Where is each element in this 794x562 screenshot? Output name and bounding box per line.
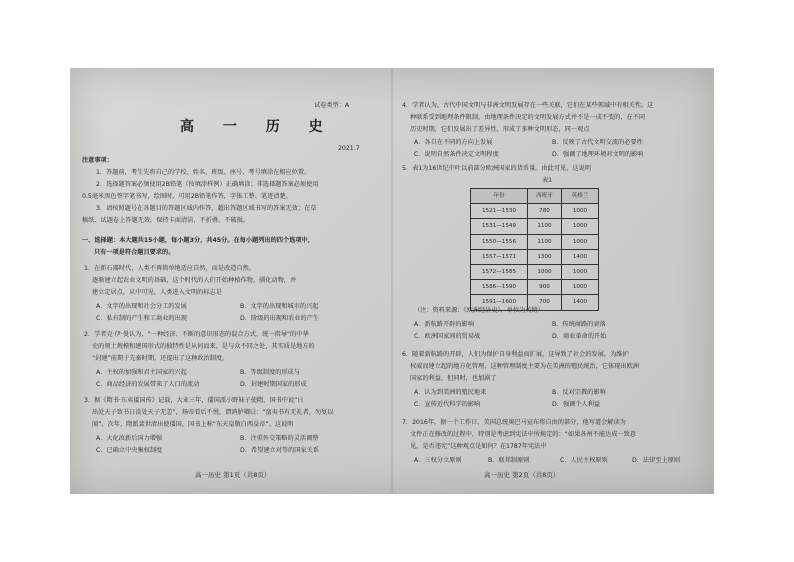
q2-line-3: “封建”前期于先秦时期，还提出了这种政治制度。 [92, 355, 229, 362]
table-cell: 1586—1590 [471, 280, 528, 295]
table-header-cell: 西班牙 [528, 189, 562, 204]
q2-line-1: 2．学者克·伊·曼认为，“一种经济、不断的意识形态的混合方式，统一指导”的中华 [84, 331, 309, 338]
table-row [471, 219, 599, 234]
exam-date: 2021.7 [338, 145, 360, 152]
page-2 [392, 68, 714, 494]
table-cell: 1100 [528, 219, 562, 234]
q6-line-1: 6．随着新航路的开辟，人们为保护自身利益而扩展，这导致了社会的发展，为维护 [402, 351, 629, 358]
q4-option-c: C．说明自然条件决定文明程度 [414, 151, 499, 158]
q7-option-a: A．三权分立原则 [414, 457, 462, 464]
table-row [471, 249, 599, 264]
table-cell: 1557—1571 [471, 249, 528, 264]
q7-line-1: 7．2016年，据一个工作日，美国总统奥巴马宣布将自由的部分，他写道会解读为 [402, 419, 626, 426]
table-cell: 1550—1556 [471, 234, 528, 249]
q2-option-a: A．主权的加强和君主国家的兴起 [96, 369, 187, 376]
q2-option-d: D．封建时期国家的形成 [240, 381, 307, 388]
data-table [470, 188, 599, 311]
q3-option-c: C．已确立中央集权制度 [96, 447, 163, 454]
q1-option-a: A．文字的出现和社会分工的发展 [96, 303, 187, 310]
table-cell: 1000 [528, 264, 562, 279]
section-heading-2: 只有一项是符合题目要求的。 [94, 249, 175, 256]
q6-option-b: B．反对宗教的影响 [552, 389, 606, 396]
page-footer: 高一历史 第2页（共8页） [484, 471, 560, 479]
q3-line-2: 出处天子致书日没处天子无恙”，炀帝看后不悦，谓鸿胪卿曰：“蛮夷书有无礼者，勿复以 [92, 409, 334, 416]
table-cell: 1400 [562, 295, 599, 310]
table-cell: 1521—1530 [471, 204, 528, 219]
table-title: 表1 [542, 177, 553, 184]
q6-option-a: A．认为到美洲的殖民地来 [414, 389, 487, 396]
table-header-cell: 年份 [471, 189, 528, 204]
q2-option-c: C．商品经济的发展带来了人口的流动 [96, 381, 200, 388]
q4-line-2: 种联系受到地理条件限制，由地理条件决定的文明发展方式并不是一成不变的，在不同 [410, 114, 646, 121]
notice-title: 注意事项： [82, 157, 113, 164]
exam-photo [70, 68, 714, 494]
section-heading: 一、选择题：本大题共15小题，每小题3分，共45分。在每小题列出的四个选项中， [82, 237, 314, 244]
q5-option-c: C．欧洲国家间的贸易战 [414, 333, 481, 340]
q1-line-3: 建立定居点，从中可见，人类进入文明的标志是 [92, 289, 222, 296]
q5-option-d: D．商业革命的开始 [552, 333, 607, 340]
q4-option-a: A．各自在不同的方向上发展 [414, 139, 493, 146]
q7-option-c: C．人民主权原则 [560, 457, 608, 464]
page-footer: 高一历史 第1页（共8页） [195, 471, 271, 479]
table-cell: 1000 [562, 219, 599, 234]
q1-option-d: D．阶级的出现和农业的产生 [240, 315, 320, 322]
q4-line-1: 4．学者认为，古代中国文明与非洲文明发展存在一些关联，它们在某些领域中有相关性。这 [402, 102, 654, 109]
q7-line-2: 文件正在修改的过程中，特别是考虑到宪法中所规定的：“如果各州不能达成一致意 [410, 431, 636, 438]
q3-option-b: B．注重外交策略的灵活调整 [240, 435, 319, 442]
table-cell: 1000 [562, 280, 599, 295]
table-cell: 1531—1549 [471, 219, 528, 234]
table-cell: 1000 [562, 234, 599, 249]
notice-2: 2．选择题答案必须使用2B铅笔（按填涂样例）正确填涂；非选择题答案必须使用 [96, 181, 319, 188]
q5-option-b: B．传统商路的衰落 [552, 321, 606, 328]
table-cell: 1000 [562, 264, 599, 279]
table-note: （注：资料来源：《欧洲经济史》，单位为英镑） [414, 307, 544, 314]
table-row [471, 234, 599, 249]
table-cell: 1591—1600 [471, 295, 528, 310]
table-header-cell: 英格兰 [562, 189, 599, 204]
q1-line-2: 逐渐建立起农业文明的基础，这个时代的人们开始种植作物，驯化动物，并 [92, 277, 297, 284]
table-cell: 1100 [528, 234, 562, 249]
table-cell: 1000 [562, 204, 599, 219]
q4-option-d: D．强调了地理环境对文明的影响 [552, 151, 644, 158]
q6-option-d: D．强调个人利益 [552, 401, 601, 408]
table-cell: 700 [528, 295, 562, 310]
table-row [471, 280, 599, 295]
notice-1: 1．答题前，考生先将自己的学校、姓名、班级、座号、考号填涂在相应位置。 [96, 169, 311, 176]
q3-option-d: D．希望建立对等的国家关系 [240, 447, 320, 454]
q2-option-b: B．等级制度的形成与 [240, 369, 300, 376]
q7-option-b: B．联邦制原则 [488, 457, 530, 464]
table-cell: 1400 [562, 249, 599, 264]
q6-line-3: 国家的利益，但同时，也加剧了 [410, 375, 497, 382]
page-title: 高 一 历 史 [180, 119, 335, 135]
q4-line-3: 历史时期，它们发展出了差异性，形成了多种文明形态，同一观点 [410, 126, 590, 133]
q3-option-a: A．大化改新后国力增强 [96, 435, 163, 442]
q1-line-1: 1．在新石器时代，人类不再简单地适应自然，而是改造自然。 [84, 265, 255, 272]
q4-option-b: B．反映了古代文明交流的必要性 [552, 139, 643, 146]
q7-option-d: D．法律至上原则 [632, 457, 681, 464]
q5-option-a: A．新航路开辟的影响 [414, 321, 474, 328]
table-cell: 900 [528, 280, 562, 295]
q3-line-1: 3．据《隋书·东夷倭国传》记载，大业三年，倭国派小野妹子使隋，国书中说“日 [84, 397, 304, 404]
page-1 [70, 68, 392, 494]
notice-3: 0.5毫米黑色签字笔书写，绘图时，可用2B铅笔作答，字体工整、笔迹清楚。 [82, 193, 292, 200]
table-cell: 1572—1585 [471, 264, 528, 279]
table-row [471, 264, 599, 279]
table-row [471, 204, 599, 219]
notice-5: 稿纸、试题卷上答题无效。保持卡面清洁，不折叠、不破损。 [82, 217, 250, 224]
q5-stem: 5．表1为16世纪中叶以前部分欧洲国家的货币量。由此可见，这说明 [402, 165, 591, 172]
exam-type: 试卷类型：A [314, 102, 350, 109]
notice-4: 3．请按照题号在各题目的答题区域内作答，超出答题区域书写的答案无效；在草 [96, 205, 317, 212]
table-cell: 1300 [528, 249, 562, 264]
q1-option-c: C．私有制的产生和工商业的出现 [96, 315, 187, 322]
q7-line-3: 见，是否违宪”这种观点是如何？在1787年宪法中 [410, 443, 547, 450]
q3-line-3: 闻”。次年，隋派裴世清出使倭国，国书上称“东天皇敬白西皇帝”。这说明 [92, 421, 294, 428]
q6-option-c: C．宣传近代科学的影响 [414, 401, 481, 408]
table-cell: 780 [528, 204, 562, 219]
q1-option-b: B．文字的出现和城市的兴起 [240, 303, 319, 310]
q6-line-2: 权威而建立起的地方化管理，这种管理制度主要为在美洲的殖民统治，它体现出欧洲 [410, 363, 639, 370]
q2-line-2: 史的领土规模和建国形式的独特性是从何而来，是与众不同之处，其实质是地方的 [92, 343, 315, 350]
table-header-row [471, 189, 599, 204]
